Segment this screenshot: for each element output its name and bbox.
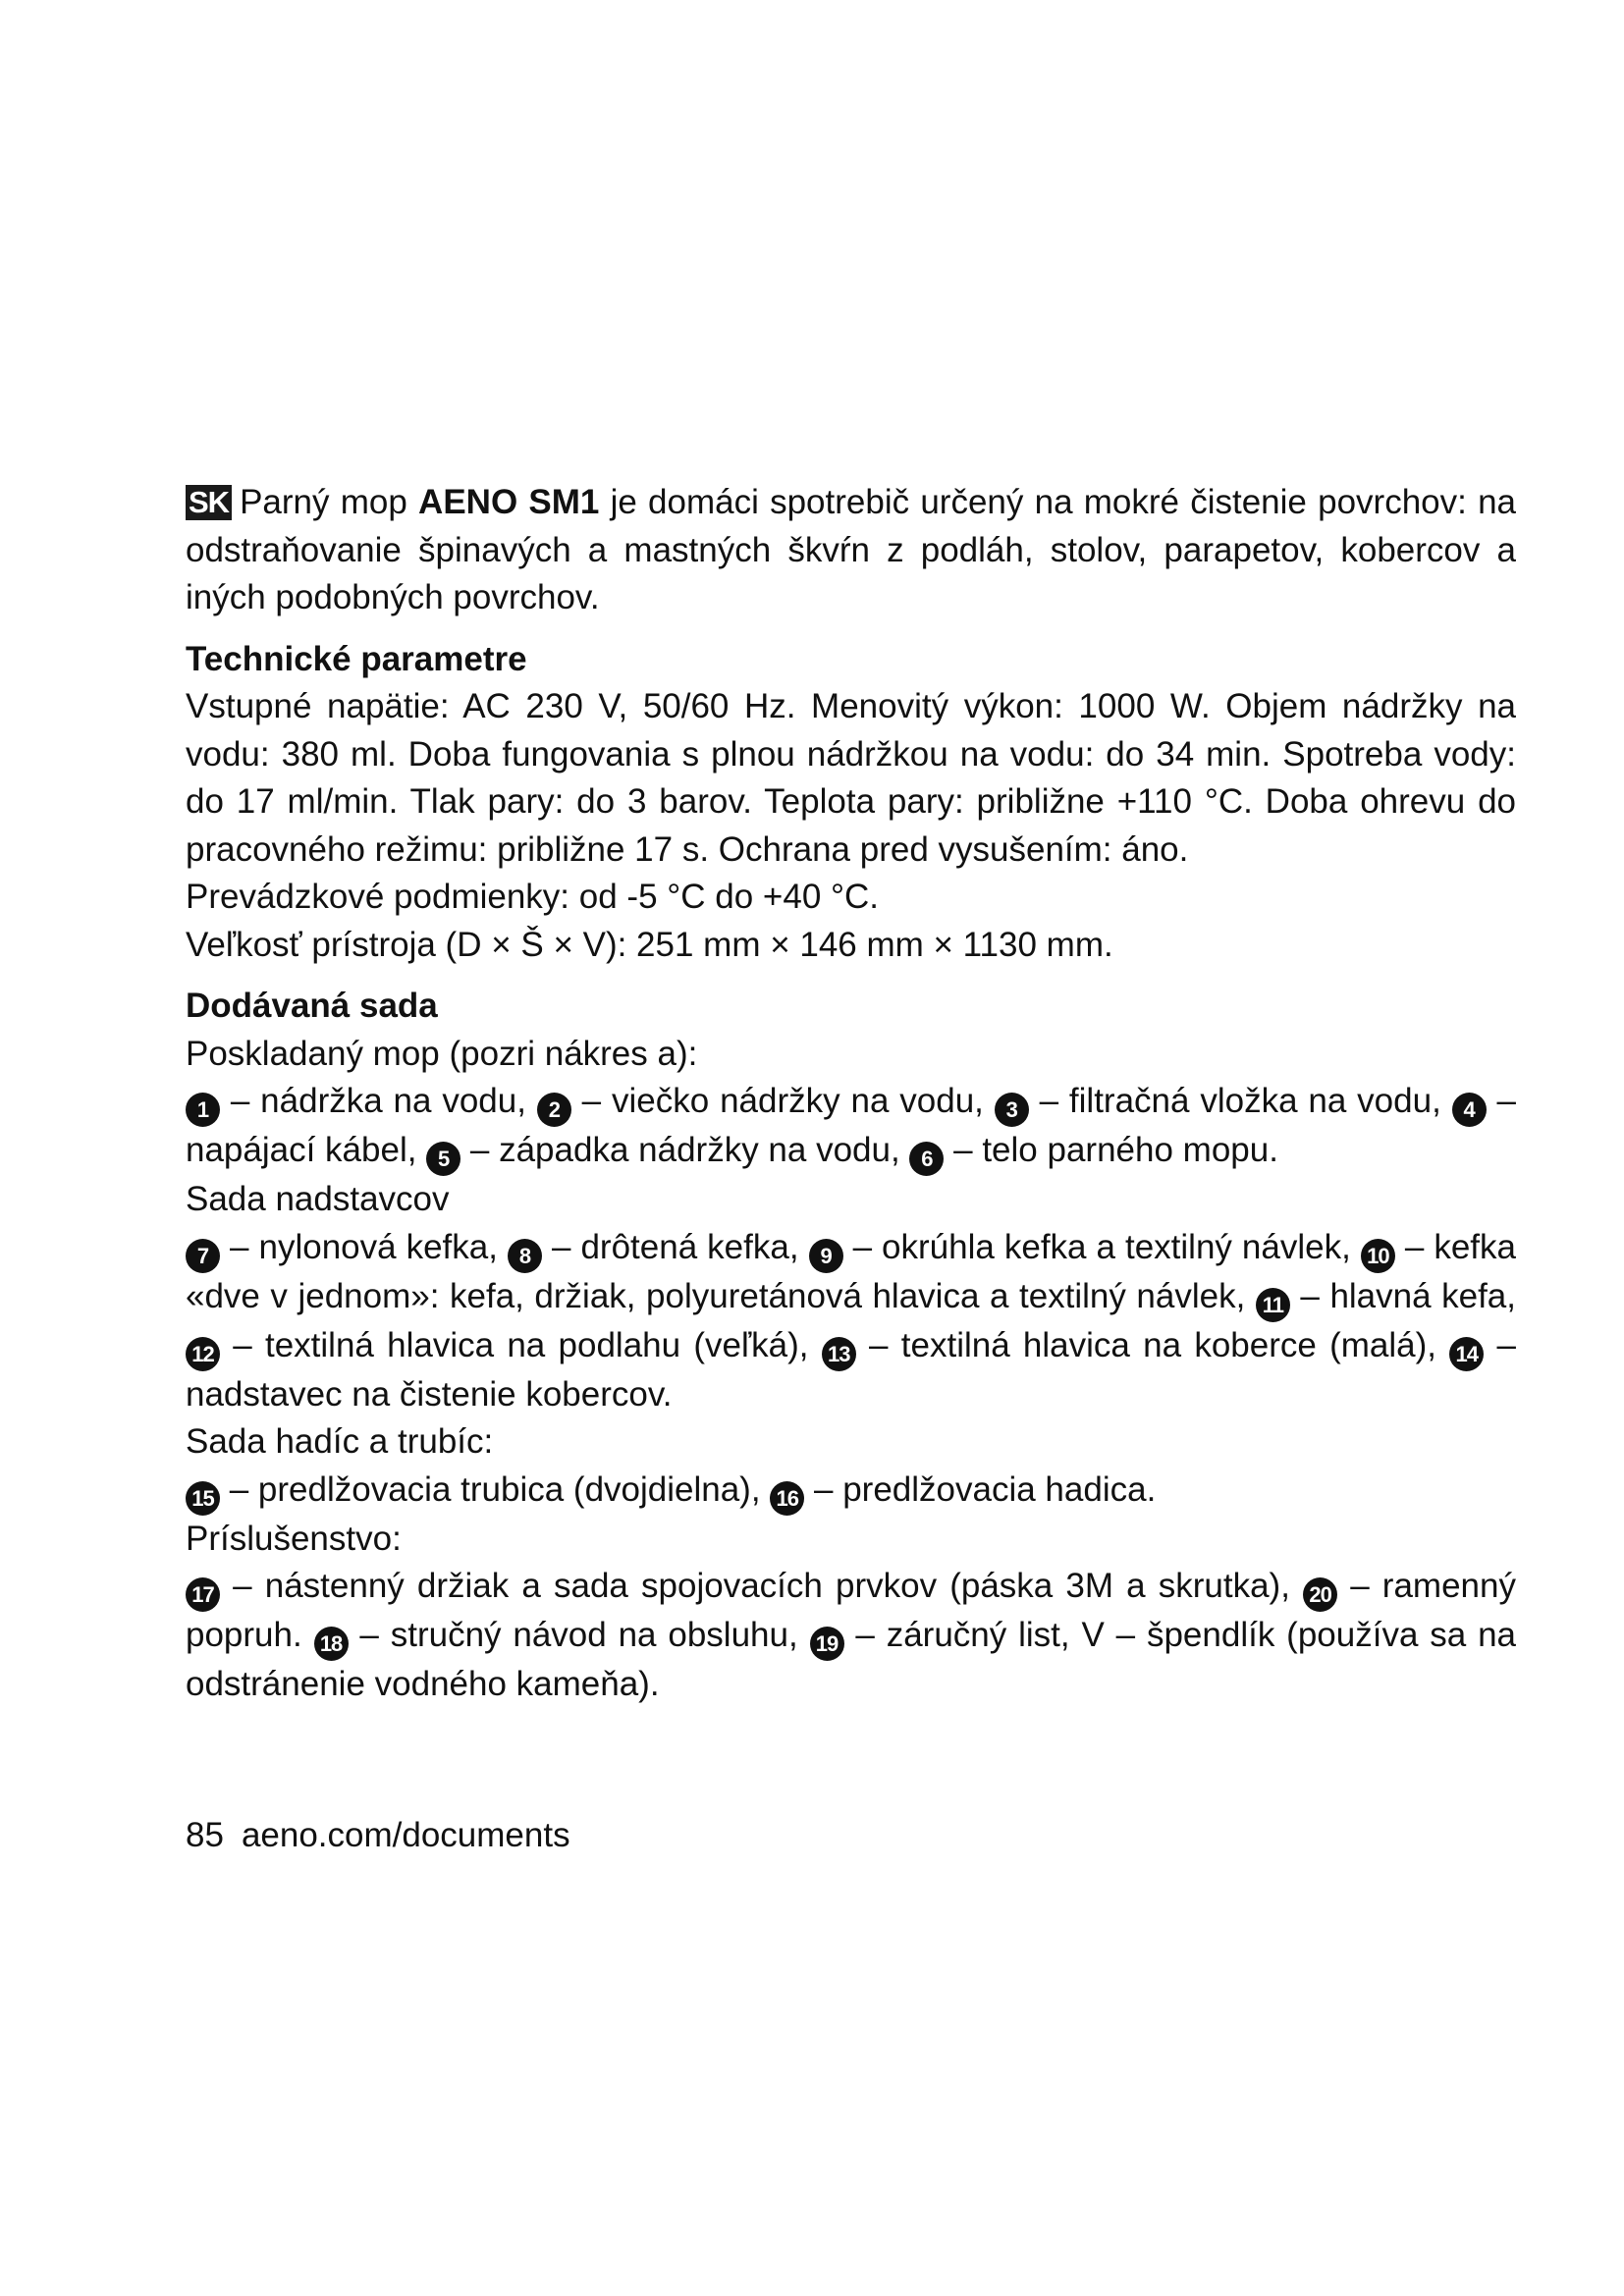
operating-conditions: Prevádzkové podmienky: od -5 °C do +40 °C.: [186, 878, 879, 916]
item-text: – záručný list, V – špendlík (používa sa na odstránenie vodného kameňa).: [186, 1616, 1516, 1703]
item-number-badge: 12: [186, 1337, 220, 1371]
documents-url: aeno.com/documents: [241, 1816, 570, 1854]
item-number-badge: 20: [1303, 1577, 1337, 1612]
item-number-badge: 17: [186, 1577, 220, 1612]
item-text: – hlavná kefa,: [1289, 1276, 1516, 1315]
accessory-items: [186, 1563, 1516, 1709]
item-text: – predlžovacia hadica.: [804, 1469, 1157, 1509]
item-number-badge: 5: [426, 1142, 460, 1176]
intro-text-pre: Parný mop: [240, 483, 419, 521]
hose-items: [186, 1467, 1516, 1516]
item-text: – nadstavec na čistenie kobercov.: [186, 1325, 1516, 1414]
item-number-badge: 18: [314, 1627, 349, 1661]
item-text: – nádržka na vodu,: [220, 1082, 537, 1120]
item-number-badge: 3: [995, 1093, 1029, 1127]
hoses-label: Sada hadíc a trubíc:: [186, 1422, 494, 1461]
intro-text-post: je domáci spotrebič určený na mokré čistenie povrchov: na odstraňovanie špinavých a mastných škvŕn z podláh, stolov, parapetov, kobercov a iných podobných povrchov.: [186, 483, 1517, 616]
attachment-items: [186, 1224, 1516, 1419]
item-text: – predlžovacia trubica (dvojdielna),: [220, 1469, 771, 1509]
kit-heading: Dodávaná sada: [186, 987, 438, 1025]
item-number-badge: 16: [770, 1481, 804, 1516]
item-text: – stručný návod na obsluhu,: [348, 1616, 810, 1654]
item-text: – drôtená kefka,: [541, 1227, 809, 1266]
item-text: – kefka «dve v jednom»: kefa, držiak, polyuretánová hlavica a textilný návlek,: [186, 1227, 1516, 1315]
item-text: – napájací kábel,: [186, 1082, 1516, 1169]
attachments-label: Sada nadstavcov: [186, 1180, 450, 1218]
document-body: [186, 479, 1516, 1709]
tech-params-paragraph: Vstupné napätie: AC 230 V, 50/60 Hz. Menovitý výkon: 1000 W. Objem nádržky na vodu: 380 ml. Doba fungovania s plnou nádržkou na vodu: do 34 min. Spotreba vody: do 17 ml/min. Tlak pary: do 3 barov. Teplota pary: približne +110 °C. Doba ohrevu do pracovného režimu: približne 17 s. Ochrana pred vysušením: áno.: [186, 687, 1516, 869]
item-text: – viečko nádržky na vodu,: [570, 1082, 995, 1120]
device-dimensions: Veľkosť prístroja (D × Š × V): 251 mm × 146 mm × 1130 mm.: [186, 925, 1113, 964]
page-number: 85: [186, 1816, 224, 1854]
assembled-mop-label: Poskladaný mop (pozri nákres a):: [186, 1034, 698, 1073]
item-number-badge: 6: [909, 1142, 944, 1176]
item-text: – ramenný popruh.: [186, 1567, 1516, 1654]
item-number-badge: 8: [508, 1239, 542, 1273]
item-number-badge: 7: [186, 1239, 220, 1273]
item-number-badge: 13: [822, 1337, 856, 1371]
item-number-badge: 11: [1256, 1288, 1290, 1322]
item-number-badge: 9: [809, 1239, 843, 1273]
item-number-badge: 2: [537, 1093, 571, 1127]
item-number-badge: 10: [1361, 1239, 1395, 1273]
item-text: – textilná hlavica na podlahu (veľká),: [220, 1325, 822, 1364]
item-number-badge: 14: [1449, 1337, 1484, 1371]
item-text: – filtračná vložka na vodu,: [1028, 1082, 1441, 1120]
intro-paragraph: [186, 479, 1516, 622]
page-footer: [186, 1812, 570, 1859]
item-text: – nástenný držiak a sada spojovacích prvkov (páska 3M a skrutka),: [220, 1567, 1290, 1605]
item-number-badge: 19: [810, 1627, 844, 1661]
assembled-items: [186, 1078, 1516, 1176]
tech-params-heading: Technické parametre: [186, 639, 527, 678]
item-text: – okrúhla kefka a textilný návlek,: [842, 1227, 1351, 1266]
product-name: AENO SM1: [418, 483, 600, 521]
item-text: – západka nádržky na vodu,: [460, 1131, 910, 1169]
item-number-badge: 1: [186, 1093, 220, 1127]
accessories-label: Príslušenstvo:: [186, 1519, 402, 1558]
item-number-badge: 15: [186, 1481, 220, 1516]
item-text: – textilná hlavica na koberce (malá),: [855, 1325, 1450, 1364]
item-text: – telo parného mopu.: [944, 1131, 1278, 1169]
item-number-badge: 4: [1452, 1093, 1487, 1127]
item-text: – nylonová kefka,: [220, 1227, 508, 1266]
language-badge: SK: [186, 485, 232, 520]
